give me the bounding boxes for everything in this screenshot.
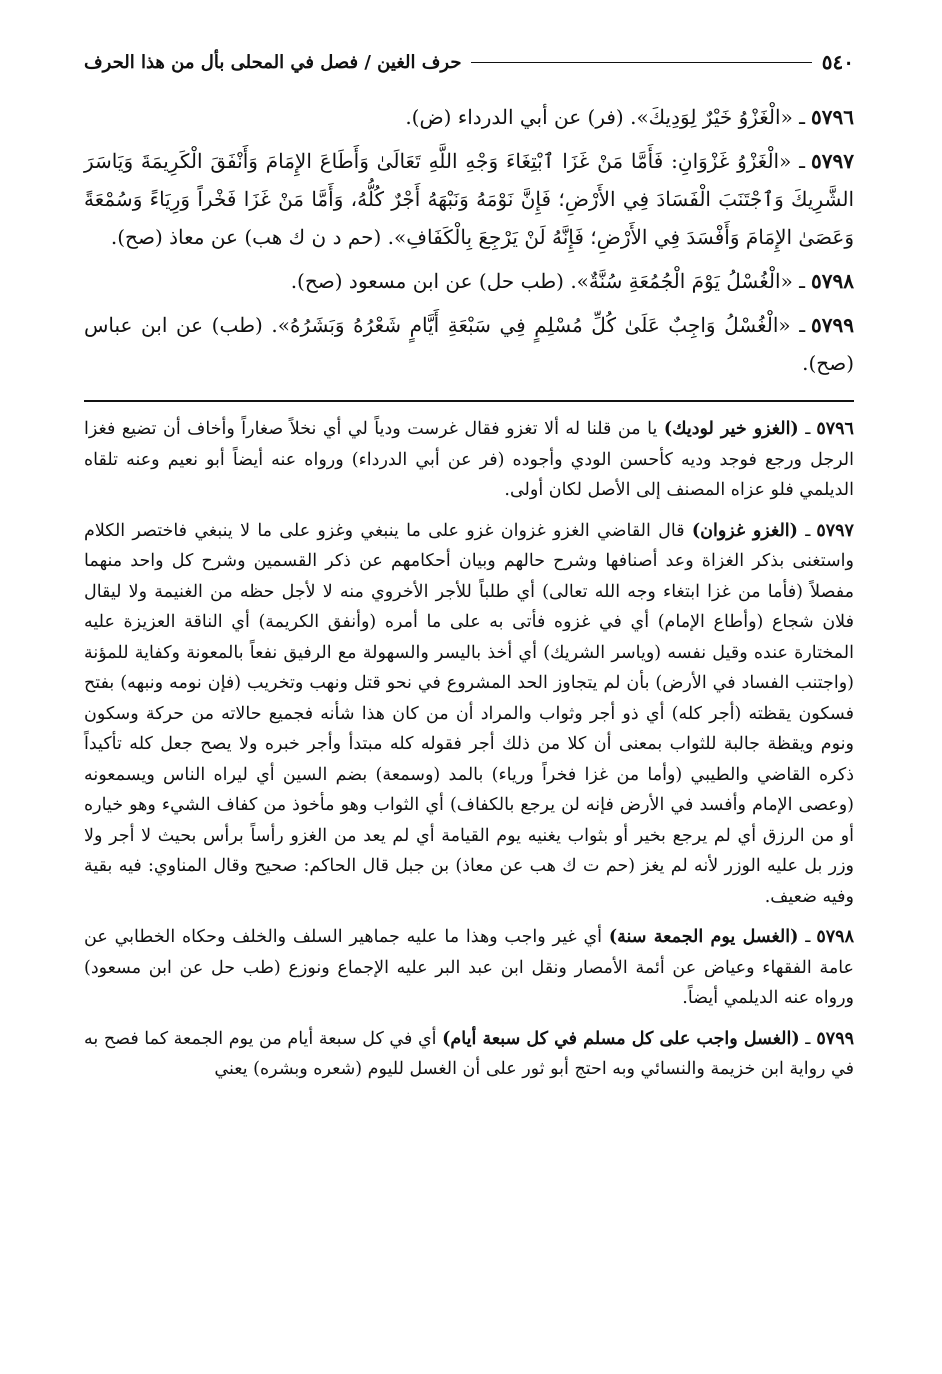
commentary-paragraph: ٥٧٩٨ـ (الغسل يوم الجمعة سنة) أي غير واجب وهذا ما عليه جماهير السلف والخلف وحكاه الخطابي عن عامة الفقهاء وعياض عن أئمة الأمصار ونقل ابن عبد البر عليه الإجماع ونوزع (طب حل عن ابن مسعود) ورواه عنه الديلمي أيضاً. [84,927,854,1008]
commentary-paragraph: ٥٧٩٩ـ (الغسل واجب على كل مسلم في كل سبعة أيام) أي في كل سبعة أيام من يوم الجمعة كما فصح به في رواية ابن خزيمة والنسائي وبه احتج أبو ثور على أن الغسل لليوم (شعره وبشره) يعني [84,1028,854,1079]
hadith-entry: ٥٧٩٦ـ «الْغَزْوُ خَيْرٌ لِوَدِيكَ». (فر) عن أبي الدرداء (ض). [405,105,854,129]
hadith-text: «الْغُسْلُ يَوْمَ الْجُمُعَةِ سُنَّةٌ». (طب حل) عن ابن مسعود (صح). [290,269,793,293]
commentary-text: قال القاضي الغزو غزوان غزو على ما ينبغي وغزو على ما لا ينبغي فاختصر الكلام واستغنى بذكر الغزاة وعد أصنافها وشرح حالهم وبيان أحكامهم عن ذكر القسمين وشرح كل واحد منهما مفصلاً (فأما من غزا ابتغاء وجه الله تعالى) أي طلباً للأجر الأخروي منه لا لأجل حظه من الغنيمة ولا ليقال فلان شجاع (وأطاع الإمام) أي في غزوه فأتى به على ما أمره (وأنفق الكريمة) أي الناقة العزيزة عليه المختارة عنده وقيل نفسه (وياسر الشريك) أي أخذ باليسر والسهولة مع الرفيق نفعاً بالمعونة وكفاية للمؤنة (واجتنب الفساد في الأرض) بأن لم يتجاوز الحد المشروع في نحو قتل ونهب وتخريب (فإن نومه ونبهه) بفتح فسكون يقظته (أجر كله) أي ذو أجر وثواب والمراد أن من كان هذا شأنه فجميع حالاته من حركة وسكون ونوم ويقظة جالبة للثواب بمعنى أن كلا من ذلك أجر فقوله كله مبتدأ وأجر خبره ولا يصح جعل كله تأكيداً ذكره القاضي والطيبي (وأما من غزا فخراً ورياء) بالمد (وسمعة) بضم السين أي ليراه الناس ويسمعونه (وعصى الإمام وأفسد في الأرض فإنه لن يرجع بالكفاف) أي الثواب وهو مأخوذ من كفاف الشيء وهو خياره أو من الرزق أي لم يرجع بخير أو بثواب يغنيه يوم القيامة أي لم يعد من الغزو رأساً برأس بحيث لا أجر ولا وزر بل عليه الوزر لأنه لم يغز (حم ت ك هب عن معاذ) بن جبل قال الحاكم: صحيح وقال المناوي: فيه بقية وفيه ضعيف. [84,520,854,907]
commentary-lemma: (الغزو خير لوديك) [663,419,799,439]
hadith-text: «الْغَزْوُ غَزْوَانِ: فَأَمَّا مَنْ غَزَا ٱبْتِغَاءَ وَجْهِ اللَّهِ تَعَالَىٰ وَأَطَاعَ الإِمَامَ وَأَنْفَقَ الْكَرِيمَةَ وَيَاسَرَ الشَّرِيكَ وَٱجْتَنَبَ الْفَسَادَ فِي الأَرْضِ؛ فَإِنَّ نَوْمَهُ وَنَبْهَهُ أَجْرٌ كُلُّهُ، وَأَمَّا مَنْ غَزَا فَخْراً وَرِيَاءً وَسُمْعَةً وَعَصَىٰ الإِمَامَ وَأَفْسَدَ فِي الأَرْضِ؛ فَإِنَّهُ لَنْ يَرْجِعَ بِالْكَفَافِ». (حم د ن ك هب) عن معاذ (صح). [84,149,854,249]
commentary-section [84,414,854,1085]
hadith-number: ٥٧٩٧ [811,149,854,173]
commentary-number: ٥٧٩٩ [816,1028,854,1049]
commentary-lemma: (الغسل واجب على كل مسلم في كل سبعة أيام) [442,1028,800,1049]
commentary-paragraph: ٥٧٩٦ـ (الغزو خير لوديك) يا من قلنا له ألا تغزو فقال غرست ودياً لي أي نخلاً صغاراً وأخاف أن تضيع فغزا الرجل ورجع فوجد وديه كأحسن الودي وأجوده (فر عن أبي الدرداء) ورواه عنه أيضاً أبو نعيم وعنه تلقاه الديلمي فلو عزاه المصنف إلى الأصل لكان أولى. [84,419,854,500]
running-header [84,40,854,84]
chapter-title: حرف الغين / فصل في المحلى بأل من هذا الحرف [84,51,462,73]
hadith-entry: ٥٧٩٨ـ «الْغُسْلُ يَوْمَ الْجُمُعَةِ سُنَّةٌ». (طب حل) عن ابن مسعود (صح). [290,269,854,293]
hadith-text: «الْغُسْلُ وَاجِبٌ عَلَىٰ كُلِّ مُسْلِمٍ فِي سَبْعَةِ أَيَّامٍ شَعْرُهُ وَبَشَرُهُ». (طب) عن ابن عباس (صح). [84,313,854,375]
commentary-number: ٥٧٩٨ [816,927,854,947]
commentary-text: يا من قلنا له ألا تغزو فقال غرست ودياً لي أي نخلاً صغاراً وأخاف أن تضيع فغزا الرجل ورجع فوجد وديه كأحسن الودي وأجوده (فر عن أبي الدرداء) ورواه عنه أيضاً أبو نعيم وعنه تلقاه الديلمي فلو عزاه المصنف إلى الأصل لكان أولى. [84,419,854,500]
hadith-text-section [84,98,854,382]
hadith-text: «الْغَزْوُ خَيْرٌ لِوَدِيكَ». (فر) عن أبي الدرداء (ض). [405,105,793,129]
section-divider [84,400,854,402]
commentary-text: أي غير واجب وهذا ما عليه جماهير السلف والخلف وحكاه الخطابي عن عامة الفقهاء وعياض عن أئمة الأمصار ونقل ابن عبد البر عليه الإجماع ونوزع (طب حل عن ابن مسعود) ورواه عنه الديلمي أيضاً. [84,927,854,1008]
commentary-number: ٥٧٩٧ [816,520,854,541]
commentary-lemma: (الغزو غزوان) [691,520,798,541]
hadith-entry: ٥٧٩٩ـ «الْغُسْلُ وَاجِبٌ عَلَىٰ كُلِّ مُسْلِمٍ فِي سَبْعَةِ أَيَّامٍ شَعْرُهُ وَبَشَرُهُ». (طب) عن ابن عباس (صح). [84,313,855,375]
hadith-entry: ٥٧٩٧ـ «الْغَزْوُ غَزْوَانِ: فَأَمَّا مَنْ غَزَا ٱبْتِغَاءَ وَجْهِ اللَّهِ تَعَالَىٰ وَأَطَاعَ الإِمَامَ وَأَنْفَقَ الْكَرِيمَةَ وَيَاسَرَ الشَّرِيكَ وَٱجْتَنَبَ الْفَسَادَ فِي الأَرْضِ؛ فَإِنَّ نَوْمَهُ وَنَبْهَهُ أَجْرٌ كُلُّهُ، وَأَمَّا مَنْ غَزَا فَخْراً وَرِيَاءً وَسُمْعَةً وَعَصَىٰ الإِمَامَ وَأَفْسَدَ فِي الأَرْضِ؛ فَإِنَّهُ لَنْ يَرْجِعَ بِالْكَفَافِ». (حم د ن ك هب) عن معاذ (صح). [84,149,854,249]
book-page [84,40,854,1340]
commentary-text: أي في كل سبعة أيام من يوم الجمعة كما فصح به في رواية ابن خزيمة والنسائي وبه احتج أبو ثور على أن الغسل لليوم (شعره وبشره) يعني [84,1028,854,1079]
header-rule [471,62,811,63]
commentary-number: ٥٧٩٦ [816,419,854,439]
commentary-lemma: (الغسل يوم الجمعة سنة) [608,927,799,947]
hadith-number: ٥٧٩٨ [811,269,854,293]
commentary-paragraph: ٥٧٩٧ـ (الغزو غزوان) قال القاضي الغزو غزوان غزو على ما ينبغي وغزو على ما لا ينبغي فاختصر الكلام واستغنى بذكر الغزاة وعد أصنافها وشرح حالهم وبيان أحكامهم عن ذكر القسمين وشرح كل واحد منهما مفصلاً (فأما من غزا ابتغاء وجه الله تعالى) أي طلباً للأجر الأخروي منه لا لأجل حظه من الغنيمة ولا ليقال فلان شجاع (وأطاع الإمام) أي في غزوه فأتى به على ما أمره (وأنفق الكريمة) أي الناقة العزيزة عليه المختارة عنده وقيل نفسه (وياسر الشريك) أي أخذ باليسر والسهولة مع الرفيق نفعاً بالمعونة وكفاية للمؤنة (واجتنب الفساد في الأرض) بأن لم يتجاوز الحد المشروع في نحو قتل ونهب وتخريب (فإن نومه ونبهه) بفتح فسكون يقظته (أجر كله) أي ذو أجر وثواب والمراد أن من كان هذا شأنه فجميع حالاته من حركة وسكون ونوم ويقظة جالبة للثواب بمعنى أن كلا من ذلك أجر فقوله كله مبتدأ وأجر خبره ولا يصح جعل كله تأكيداً ذكره القاضي والطيبي (وأما من غزا فخراً ورياء) بالمد (وسمعة) بضم السين أي ليراه الناس ويسمعونه (وعصى الإمام وأفسد في الأرض فإنه لن يرجع بالكفاف) أي الثواب وهو مأخوذ من كفاف الشيء وهو خياره أو من الرزق أي لم يرجع بخير أو بثواب يغنيه يوم القيامة أي لم يعد من الغزو رأساً برأس بحيث لا أجر ولا وزر بل عليه الوزر لأنه لم يغز (حم ت ك هب عن معاذ) بن جبل قال الحاكم: صحيح وقال المناوي: فيه بقية وفيه ضعيف. [84,520,854,907]
hadith-number: ٥٧٩٦ [811,105,854,129]
hadith-number: ٥٧٩٩ [811,313,855,337]
page-number: ٥٤٠ [821,50,854,74]
